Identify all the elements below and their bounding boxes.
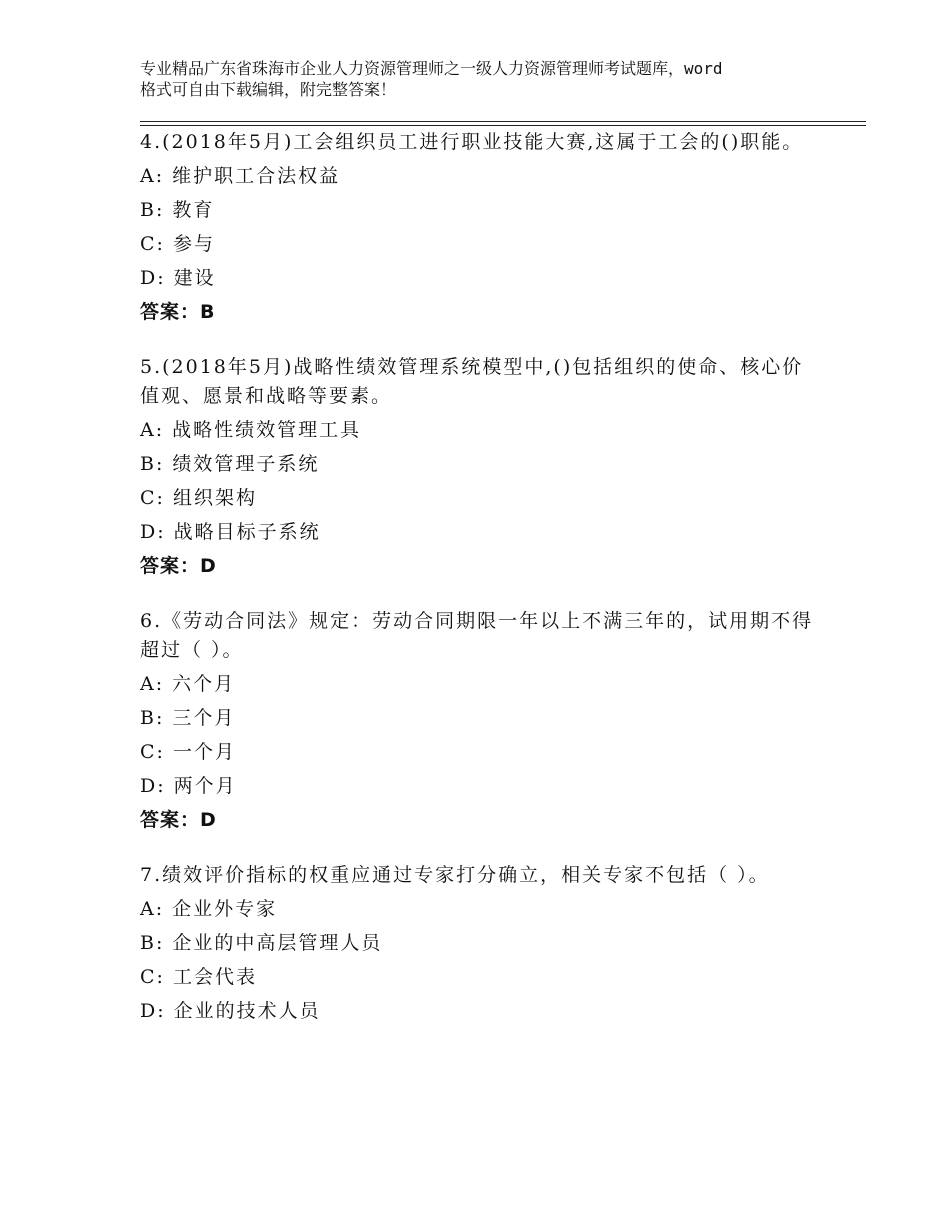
option-d: D: 建设	[140, 267, 216, 289]
option-c: C: 组织架构	[140, 487, 257, 509]
option-d: D: 两个月	[140, 775, 237, 797]
question-stem: 4.(2018年5月)工会组织员工进行职业技能大赛,这属于工会的()职能。	[140, 131, 804, 153]
question-list	[140, 128, 866, 1052]
header-divider-thick	[140, 121, 866, 122]
option-b: B: 三个月	[140, 707, 236, 729]
option-b: B: 绩效管理子系统	[140, 453, 320, 475]
answer-label: 答案：D	[140, 555, 217, 577]
option-b: B: 教育	[140, 199, 215, 221]
question-stem: 6.《劳动合同法》规定：劳动合同期限一年以上不满三年的，试用期不得超过（ ）。	[140, 610, 814, 661]
question-stem: 7.绩效评价指标的权重应通过专家打分确立，相关专家不包括（ ）。	[140, 864, 770, 886]
question-6	[140, 607, 866, 835]
question-4	[140, 128, 866, 327]
page-header	[140, 58, 866, 100]
question-7	[140, 861, 866, 1026]
option-a: A: 企业外专家	[140, 898, 278, 920]
option-c: C: 参与	[140, 233, 215, 255]
answer-label: 答案：D	[140, 809, 217, 831]
question-5	[140, 353, 866, 581]
document-page	[140, 0, 866, 1230]
option-c: C: 工会代表	[140, 966, 257, 988]
header-title-line-1: 专业精品广东省珠海市企业人力资源管理师之一级人力资源管理师考试题库，word	[140, 59, 723, 78]
header-title-line-2: 格式可自由下载编辑，附完整答案！	[140, 80, 397, 99]
option-a: A: 六个月	[140, 673, 236, 695]
header-divider-thin	[140, 125, 866, 126]
option-c: C: 一个月	[140, 741, 236, 763]
answer-label: 答案：B	[140, 301, 216, 323]
option-a: A: 维护职工合法权益	[140, 165, 341, 187]
option-a: A: 战略性绩效管理工具	[140, 419, 362, 441]
option-b: B: 企业的中高层管理人员	[140, 932, 383, 954]
question-stem: 5.(2018年5月)战略性绩效管理系统模型中,()包括组织的使命、核心价值观、愿景和战略等要素。	[140, 356, 804, 407]
option-d: D: 企业的技术人员	[140, 1000, 321, 1022]
option-d: D: 战略目标子系统	[140, 521, 321, 543]
